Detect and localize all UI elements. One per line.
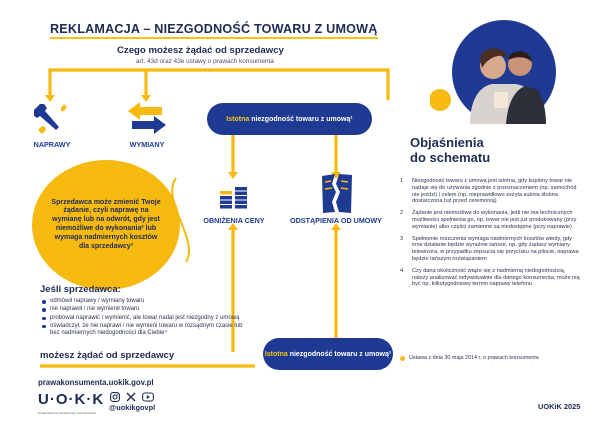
swap-arrows-icon	[128, 102, 166, 134]
torn-document-icon	[320, 172, 354, 214]
footnote-text: Ustawa z dnia 30 maja 2014 r. o prawach konsumenta	[409, 355, 539, 361]
reduction-arrowhead	[228, 172, 238, 179]
logo-text: U·O·K·K	[38, 391, 105, 408]
youtube-icon[interactable]	[142, 392, 154, 402]
list-item: oświadczył, że nie naprawi / nie wymieni towaru w rozsądnym czasie lub bez nadmiernych niedogodności dla Ciebie⁴	[42, 323, 252, 338]
explanations-title-line2: do schematu	[410, 150, 491, 165]
demand-label: możesz żądać od sprzedawcy	[40, 350, 175, 361]
explanations-list	[400, 178, 580, 293]
list-item: nie naprawił / nie wymienił towaru	[42, 306, 252, 313]
logo-caption: Urząd Ochrony Konkurencji i Konsumentów	[38, 411, 97, 415]
yellow-dot-decoration	[430, 89, 451, 111]
uokik-logo	[38, 391, 104, 413]
coins-icon	[218, 180, 250, 210]
pill-text	[207, 115, 372, 124]
photo-illustration	[430, 18, 570, 128]
x-icon[interactable]	[126, 392, 136, 402]
page-subtitle: Czego możesz żądać od sprzedawcy	[117, 45, 284, 56]
seller-change-circle: Sprzedawca może zmienić Twoje żądanie, czyli naprawę na wymianę lub na odwrót, gdy jest niemożliwe do wykonania² lub wymaga nadmiernych kosztów dla sprzedawcy³	[32, 160, 180, 290]
item-text: Czy dana okoliczność wiąże się z nadmierną niedogodnością, należy analizować indywidualnie dla danego konsumenta; może nią być np. kilkutygodniowy termin naprawy telefonu	[412, 267, 580, 288]
conditions-title: Jeśli sprzedawca:	[40, 284, 121, 295]
top-connector-line	[50, 70, 388, 100]
list-item: odmówił naprawy / wymiany towaru	[42, 298, 252, 305]
item-text: Żądanie jest niemożliwe do wykonania, jeśli nie ma technicznych możliwości spełnienia go, np. towar nie jest już produkowany (przy wymianie) albo części zamienne są niedostępne (przy naprawie)	[412, 210, 577, 230]
price-reduction-label: OBNIŻENIA CENY	[203, 216, 265, 225]
exchange-arrowhead	[141, 95, 151, 102]
page-title: REKLAMACJA – NIEZGODNOŚĆ TOWARU Z UMOWĄ	[50, 22, 378, 39]
item-number: 4	[400, 267, 404, 274]
item-text: Spełnienie roszczenia wymaga nadmiernych kosztów wtedy, gdy inne działanie będzie wyraźnie tańsze, np. gdy żądasz wymiany telewizora, w przypadku zepsucia się przycisku na pilocie, naprawa będzie tańszym rozwiązaniem	[412, 235, 579, 262]
explanations-title	[410, 135, 490, 165]
pill-accent: Istotna	[264, 350, 288, 358]
copyright-year: UOKiK 2025	[538, 402, 581, 411]
list-item	[400, 268, 580, 288]
pill-rest: niezgodność towaru z umową¹	[287, 350, 392, 358]
social-links	[110, 392, 154, 402]
list-item	[400, 236, 580, 263]
social-handle: @uokikgovpl	[109, 403, 156, 412]
list-item	[400, 210, 580, 230]
repair-label: NAPRAWY	[33, 140, 71, 149]
website-link[interactable]: prawakonsumenta.uokik.gov.pl	[38, 378, 154, 387]
significant-nonconformity-pill-bottom	[263, 338, 393, 370]
pill-text	[263, 350, 393, 359]
pill-accent: Istotna	[226, 115, 250, 123]
instagram-icon[interactable]	[110, 392, 120, 402]
item-number: 2	[400, 210, 404, 217]
legal-footnote	[400, 355, 539, 361]
conditions-list	[42, 298, 252, 338]
list-item: probował naprawić / wymienić, ale towar nadal jest niezgodny z umową	[42, 315, 252, 322]
wrench-icon	[34, 100, 70, 136]
list-item	[400, 178, 580, 205]
item-text: Niezgodność towaru z umową jest istotna, gdy kupiony towar nie nadaje się do używania zgodnie z przeznaczeniem (np. samochód nie jeździ) i celem (np. nieprawidłowo zszyta suknia ślubna dostarczona tuż przed ceremonią)	[412, 178, 577, 205]
significant-nonconformity-pill	[207, 103, 372, 135]
legal-basis-note: art. 43d oraz 43e ustawy o prawach konsumenta	[136, 58, 274, 65]
item-number: 3	[400, 235, 404, 242]
withdrawal-label: ODSTĄPIENIA OD UMOWY	[290, 216, 382, 225]
exchange-label: WYMIANY	[129, 140, 165, 149]
footnote-bullet-icon	[400, 356, 405, 361]
item-number: 1	[400, 178, 404, 184]
explanations-title-line1: Objaśnienia	[410, 135, 484, 150]
pill-rest: niezgodność towaru z umową¹	[249, 115, 353, 123]
